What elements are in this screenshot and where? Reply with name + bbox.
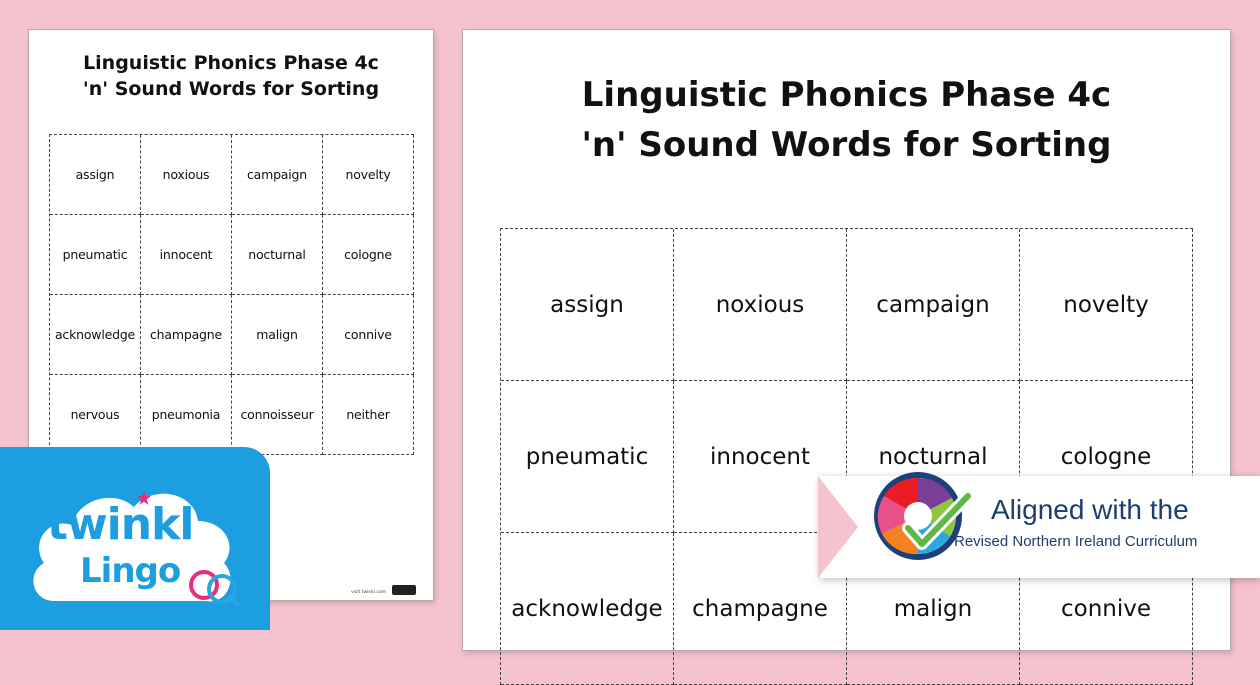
- word-grid-large: [500, 228, 1193, 685]
- word-card: assign: [501, 229, 674, 381]
- brand-name: twinkl: [47, 499, 194, 550]
- curriculum-check-icon: [864, 458, 976, 570]
- aligned-subheading: Revised Northern Ireland Curriculum: [954, 533, 1198, 550]
- word-card: assign: [50, 135, 141, 215]
- worksheet-title-large: [463, 70, 1230, 170]
- footer-logo-icon: [392, 585, 416, 595]
- title-line-1: Linguistic Phonics Phase 4c: [83, 52, 379, 74]
- word-card: pneumatic: [501, 381, 674, 533]
- star-icon: [137, 491, 151, 505]
- word-card: nocturnal: [232, 215, 323, 295]
- product-name: Lingo: [80, 551, 181, 591]
- word-card: acknowledge: [50, 295, 141, 375]
- title-line-1: Linguistic Phonics Phase 4c: [581, 75, 1112, 115]
- word-card: nervous: [50, 375, 141, 455]
- word-card: noxious: [141, 135, 232, 215]
- word-card: pneumatic: [50, 215, 141, 295]
- word-card: connoisseur: [232, 375, 323, 455]
- word-card: novelty: [1020, 229, 1193, 381]
- word-card: campaign: [232, 135, 323, 215]
- aligned-heading: Aligned with the: [991, 494, 1189, 525]
- word-grid-small: [49, 134, 414, 455]
- word-card: acknowledge: [501, 533, 674, 685]
- word-card: cologne: [1020, 381, 1193, 533]
- word-card: champagne: [674, 533, 847, 685]
- word-card: pneumonia: [141, 375, 232, 455]
- word-card: nocturnal: [847, 381, 1020, 533]
- word-card: cologne: [323, 215, 414, 295]
- word-card: connive: [1020, 533, 1193, 685]
- banner-notch: [818, 476, 858, 578]
- word-card: champagne: [141, 295, 232, 375]
- worksheet-title-small: [29, 50, 433, 102]
- speech-bubble-icon: [184, 567, 240, 607]
- word-card: malign: [232, 295, 323, 375]
- word-card: innocent: [674, 381, 847, 533]
- title-line-2: 'n' Sound Words for Sorting: [82, 78, 380, 100]
- title-line-2: 'n' Sound Words for Sorting: [581, 125, 1112, 165]
- curriculum-banner: [820, 476, 1260, 578]
- twinkl-lingo-badge: [0, 447, 270, 630]
- word-card: innocent: [141, 215, 232, 295]
- footer-url: visit twinkl.com: [351, 590, 387, 595]
- word-card: malign: [847, 533, 1020, 685]
- word-card: connive: [323, 295, 414, 375]
- word-card: neither: [323, 375, 414, 455]
- word-card: campaign: [847, 229, 1020, 381]
- word-card: noxious: [674, 229, 847, 381]
- word-card: novelty: [323, 135, 414, 215]
